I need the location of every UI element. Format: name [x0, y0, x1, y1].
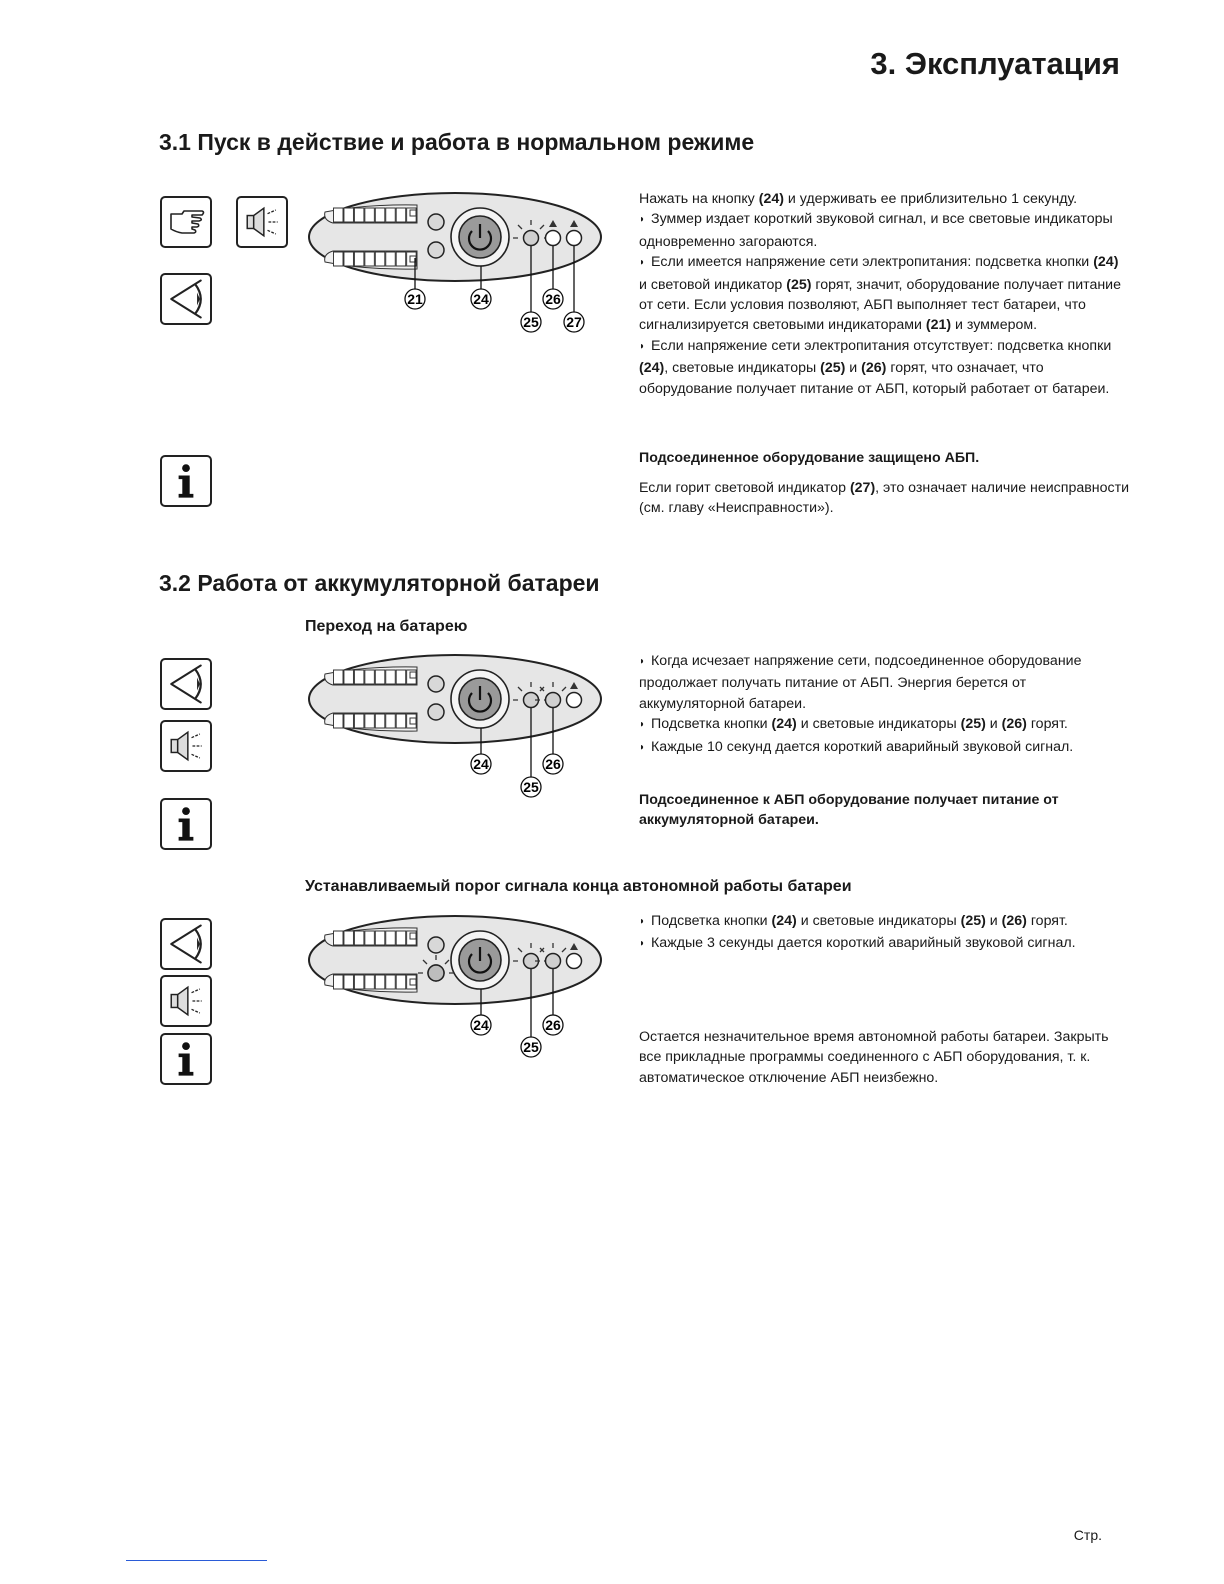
info-icon [160, 455, 212, 507]
bullet-mains-loss: ◗ Когда исчезает напряжение сети, подсоединенное оборудование продолжает получать питание от АБП. Энергия берется от аккумуляторной батареи. [639, 651, 1129, 714]
eye-icon [160, 918, 212, 970]
callout-21: 21 [407, 291, 423, 307]
callout-26: 26 [545, 291, 561, 307]
subsection-battery-transfer-title: Переход на батарею [305, 618, 468, 635]
led-27 [567, 231, 582, 246]
info-icon [160, 1033, 212, 1085]
callout-26: 26 [545, 756, 561, 772]
ups-control-panel-diagram-2 [305, 652, 615, 802]
bullet-buzzer: ◗ Зуммер издает короткий звуковой сигнал, и все световые индикаторы одновременно загораются. [639, 209, 1129, 252]
note-low-battery: Остается незначительное время автономной работы батареи. Закрыть все прикладные программы соединенного с АБП оборудования, т. к. автоматическое отключение АБП неизбежно. [639, 1029, 1109, 1086]
bullet-alarm-3s: ◗ Каждые 3 секунды дается короткий аварийный звуковой сигнал. [639, 933, 1129, 955]
bullet-mains-present: ◗ Если имеется напряжение сети электропитания: подсветка кнопки (24) и световой индикатор (25) горят, значит, оборудование получает питание от сети. Если условия позволяют, АБП выполняет тест батареи, что сигнализируется световыми индикаторами (21) и зуммером. [639, 252, 1129, 336]
note-fault-indicator: Если горит световой индикатор (27), это означает наличие неисправности (см. главу «Неисправности»). [639, 480, 1130, 517]
ups-control-panel-diagram-3 [305, 913, 615, 1063]
bullet-mains-absent: ◗ Если напряжение сети электропитания отсутствует: подсветка кнопки (24), световые индикаторы (25) и (26) горят, что означает, что оборудование получает питание от АБП, который работает от батареи. [639, 336, 1129, 399]
bullet-indicators-on: ◗ Подсветка кнопки (24) и световые индикаторы (25) и (26) горят. [639, 911, 1129, 933]
page-label: Стр. [1073, 1527, 1102, 1543]
callout-24: 24 [473, 291, 489, 307]
callout-26: 26 [545, 1017, 561, 1033]
speaker-icon [236, 196, 288, 248]
note-battery-power: Подсоединенное к АБП оборудование получает питание от аккумуляторной батареи. [639, 792, 1059, 829]
info-icon [160, 798, 212, 850]
eye-icon [160, 658, 212, 710]
footer-link-line [126, 1560, 267, 1561]
startup-instruction: Нажать на кнопку (24) и удерживать ее приблизительно 1 секунду. [639, 191, 1078, 207]
hand-pointer-icon [160, 196, 212, 248]
section-3-2-title: 3.2 Работа от аккумуляторной батареи [159, 570, 600, 596]
battery-transfer-text [639, 651, 1129, 759]
callout-25: 25 [523, 779, 539, 795]
low-battery-text [639, 911, 1129, 956]
callout-25: 25 [523, 1039, 539, 1055]
speaker-icon [160, 720, 212, 772]
callout-24: 24 [473, 1017, 489, 1033]
eye-icon [160, 273, 212, 325]
subsection-low-battery-title: Устанавливаемый порог сигнала конца автономной работы батареи [305, 878, 852, 895]
callout-27: 27 [566, 314, 582, 330]
chapter-title: 3. Эксплуатация [870, 46, 1120, 81]
callout-25: 25 [523, 314, 539, 330]
section-3-1-text [639, 189, 1129, 399]
ups-control-panel-diagram-1 [305, 190, 615, 340]
speaker-icon [160, 975, 212, 1027]
bullet-indicators-on: ◗ Подсветка кнопки (24) и световые индикаторы (25) и (26) горят. [639, 714, 1129, 736]
led-26 [546, 231, 561, 246]
note-protected: Подсоединенное оборудование защищено АБП. [639, 450, 980, 466]
section-3-1-title: 3.1 Пуск в действие и работа в нормальном режиме [159, 129, 755, 155]
callout-24: 24 [473, 756, 489, 772]
bullet-alarm-10s: ◗ Каждые 10 секунд дается короткий аварийный звуковой сигнал. [639, 737, 1129, 759]
